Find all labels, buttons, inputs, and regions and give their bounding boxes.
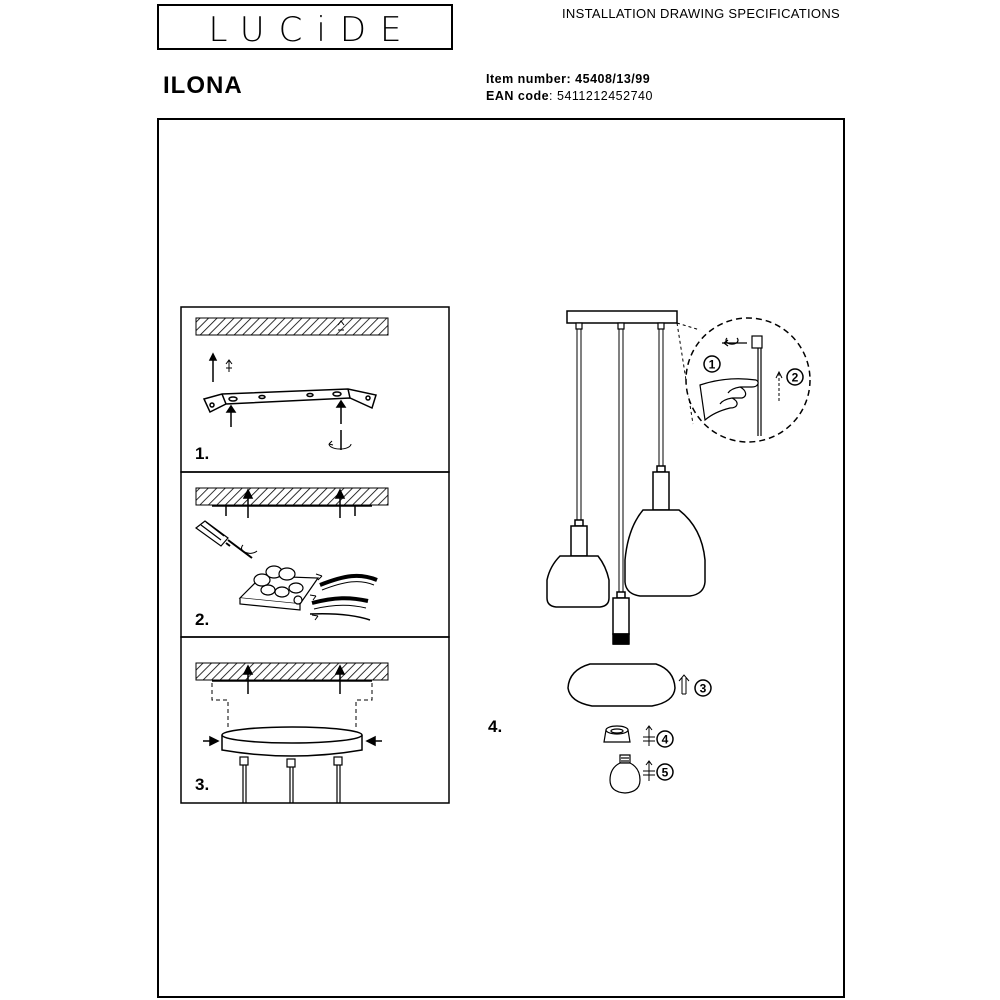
step-4-label: 4.: [488, 717, 503, 736]
socket-ring-icon: [604, 726, 630, 742]
wire-icon: [310, 574, 377, 620]
arrow-up-icon: [679, 675, 689, 694]
cable-icon: [240, 757, 342, 803]
step-1-drawing: [195, 318, 388, 463]
rotate-arrow-icon: [643, 726, 655, 746]
screw-icon: [210, 354, 216, 382]
ceiling-hatch-icon: [196, 488, 388, 505]
step-2-drawing: [195, 488, 388, 629]
screw-icon: [227, 401, 345, 450]
ean-value: : 5411212452740: [549, 89, 653, 103]
terminal-block-icon: [240, 566, 318, 610]
sub-step-5: 5: [661, 765, 669, 780]
rotate-arrow-icon: [329, 441, 351, 449]
sub-step-2: 2: [791, 370, 799, 385]
item-number-value: 45408/13/99: [575, 72, 651, 86]
sub-step-1: 1: [708, 357, 716, 372]
step-3-label: 3.: [195, 775, 210, 794]
bulb-icon: [610, 755, 640, 793]
sub-step-4: 4: [661, 732, 669, 747]
panel-step-3: [181, 637, 449, 803]
ceiling-hatch-icon: [196, 318, 388, 335]
step-4-drawing: [488, 311, 810, 793]
canopy-icon: [567, 311, 677, 323]
document-title: INSTALLATION DRAWING SPECIFICATIONS: [562, 6, 840, 21]
step-1-label: 1.: [195, 444, 210, 463]
product-name: ILONA: [163, 72, 243, 99]
step-2-label: 2.: [195, 610, 210, 629]
logo-text: LUCiDE: [208, 10, 416, 50]
pendant-shade-icon: [625, 466, 705, 596]
detail-callout: [677, 318, 810, 442]
pendant-shade-icon: [568, 664, 675, 706]
rotate-arrow-icon: [643, 761, 655, 781]
item-number-label: Item number:: [486, 72, 572, 86]
screwdriver-icon: [196, 521, 257, 558]
ceiling-hatch-icon: [196, 663, 388, 680]
sub-step-3: 3: [699, 681, 707, 696]
ean-label: EAN code: [486, 89, 550, 103]
canopy-icon: [222, 727, 362, 756]
pendant-shade-icon: [547, 520, 609, 607]
step-3-drawing: [195, 663, 388, 803]
socket-icon: [613, 592, 629, 644]
